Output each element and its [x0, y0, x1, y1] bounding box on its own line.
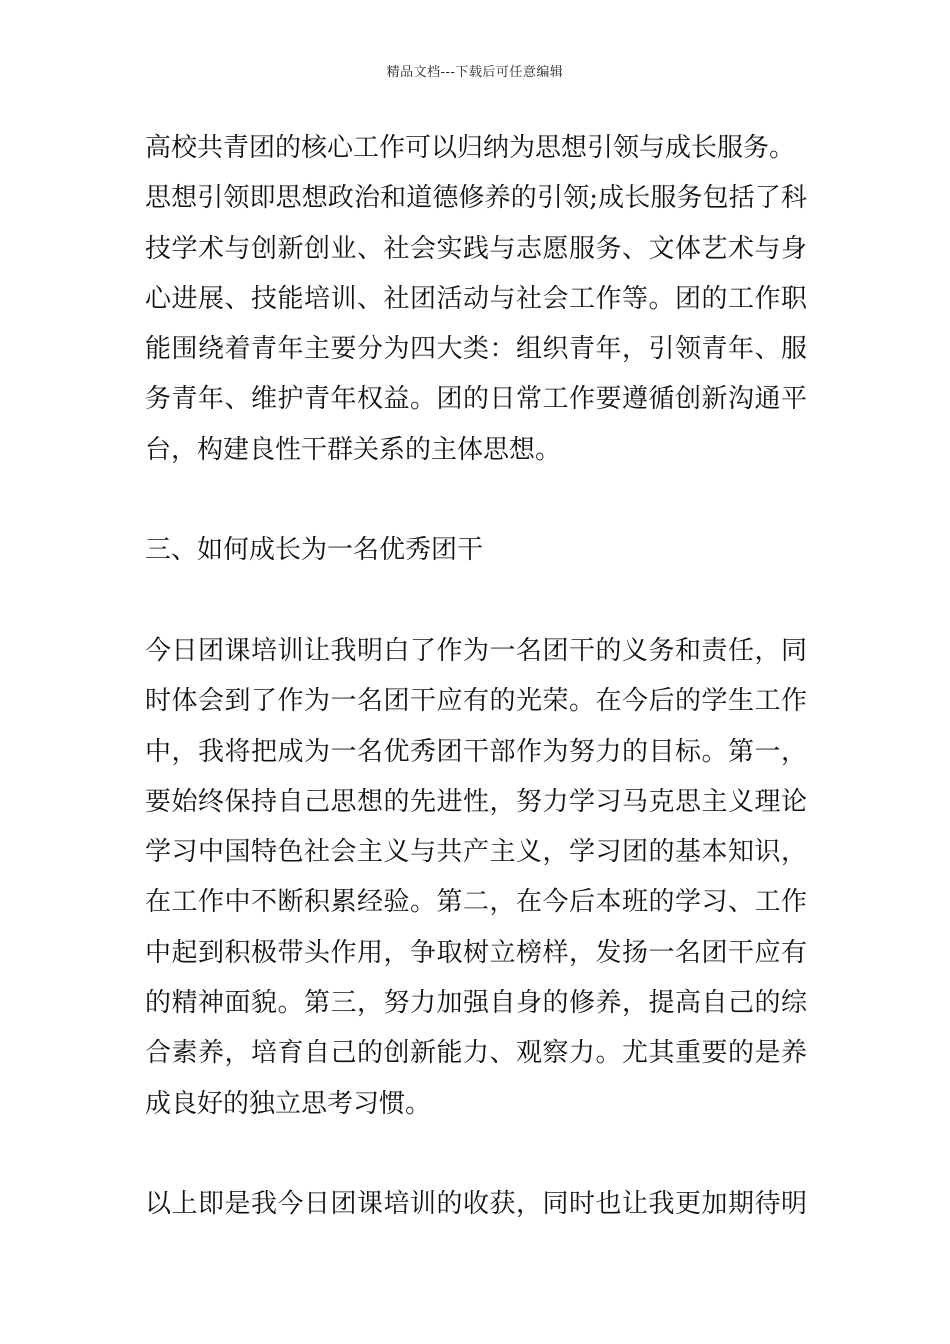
text-line: 高校共青团的核心工作可以归纳为思想引领与成长服务。	[145, 133, 796, 163]
paragraph-spacer	[145, 1129, 807, 1179]
text-line: 学习中国特色社会主义与共产主义，学习团的基本知识，	[145, 837, 807, 868]
text-line: 中，我将把成为一名优秀团干部作为努力的目标。第一，	[145, 736, 807, 767]
paragraph-core-work	[145, 123, 807, 475]
section-heading	[145, 525, 807, 575]
text-line: 在工作中不断积累经验。第二，在今后本班的学习、工作	[145, 887, 807, 918]
text-line: 中起到积极带头作用，争取树立榜样，发扬一名团干应有	[145, 937, 807, 968]
section-heading-text: 三、如何成长为一名优秀团干	[145, 535, 484, 566]
text-line: 心进展、技能培训、社团活动与社会工作等。团的工作职	[145, 283, 807, 314]
text-line: 以上即是我今日团课培训的收获，同时也让我更加期待明	[145, 1189, 807, 1220]
text-line: 成良好的独立思考习惯。	[145, 1088, 432, 1119]
text-line: 能围绕着青年主要分为四大类：组织青年，引领青年、服	[145, 334, 807, 365]
page-header: 精品文档---下载后可任意编辑	[386, 65, 564, 80]
document-body	[145, 123, 807, 1230]
paragraph-training	[145, 626, 807, 1129]
text-line: 技学术与创新创业、社会实践与志愿服务、文体艺术与身	[145, 233, 807, 264]
text-line: 合素养，培育自己的创新能力、观察力。尤其重要的是养	[145, 1038, 807, 1069]
paragraph-conclusion	[145, 1179, 807, 1229]
text-line: 时体会到了作为一名团干应有的光荣。在今后的学生工作	[145, 686, 807, 717]
text-line: 思想引领即思想政治和道德修养的引领;成长服务包括了科	[145, 183, 807, 214]
paragraph-spacer	[145, 475, 807, 525]
paragraph-spacer	[145, 576, 807, 626]
text-line: 务青年、维护青年权益。团的日常工作要遵循创新沟通平	[145, 384, 807, 415]
text-line: 台，构建良性干群关系的主体思想。	[145, 434, 562, 465]
text-line: 要始终保持自己思想的先进性，努力学习马克思主义理论	[145, 786, 807, 817]
text-line: 今日团课培训让我明白了作为一名团干的义务和责任，同	[145, 635, 807, 666]
text-line: 的精神面貌。第三，努力加强自身的修养，提高自己的综	[145, 988, 807, 1019]
